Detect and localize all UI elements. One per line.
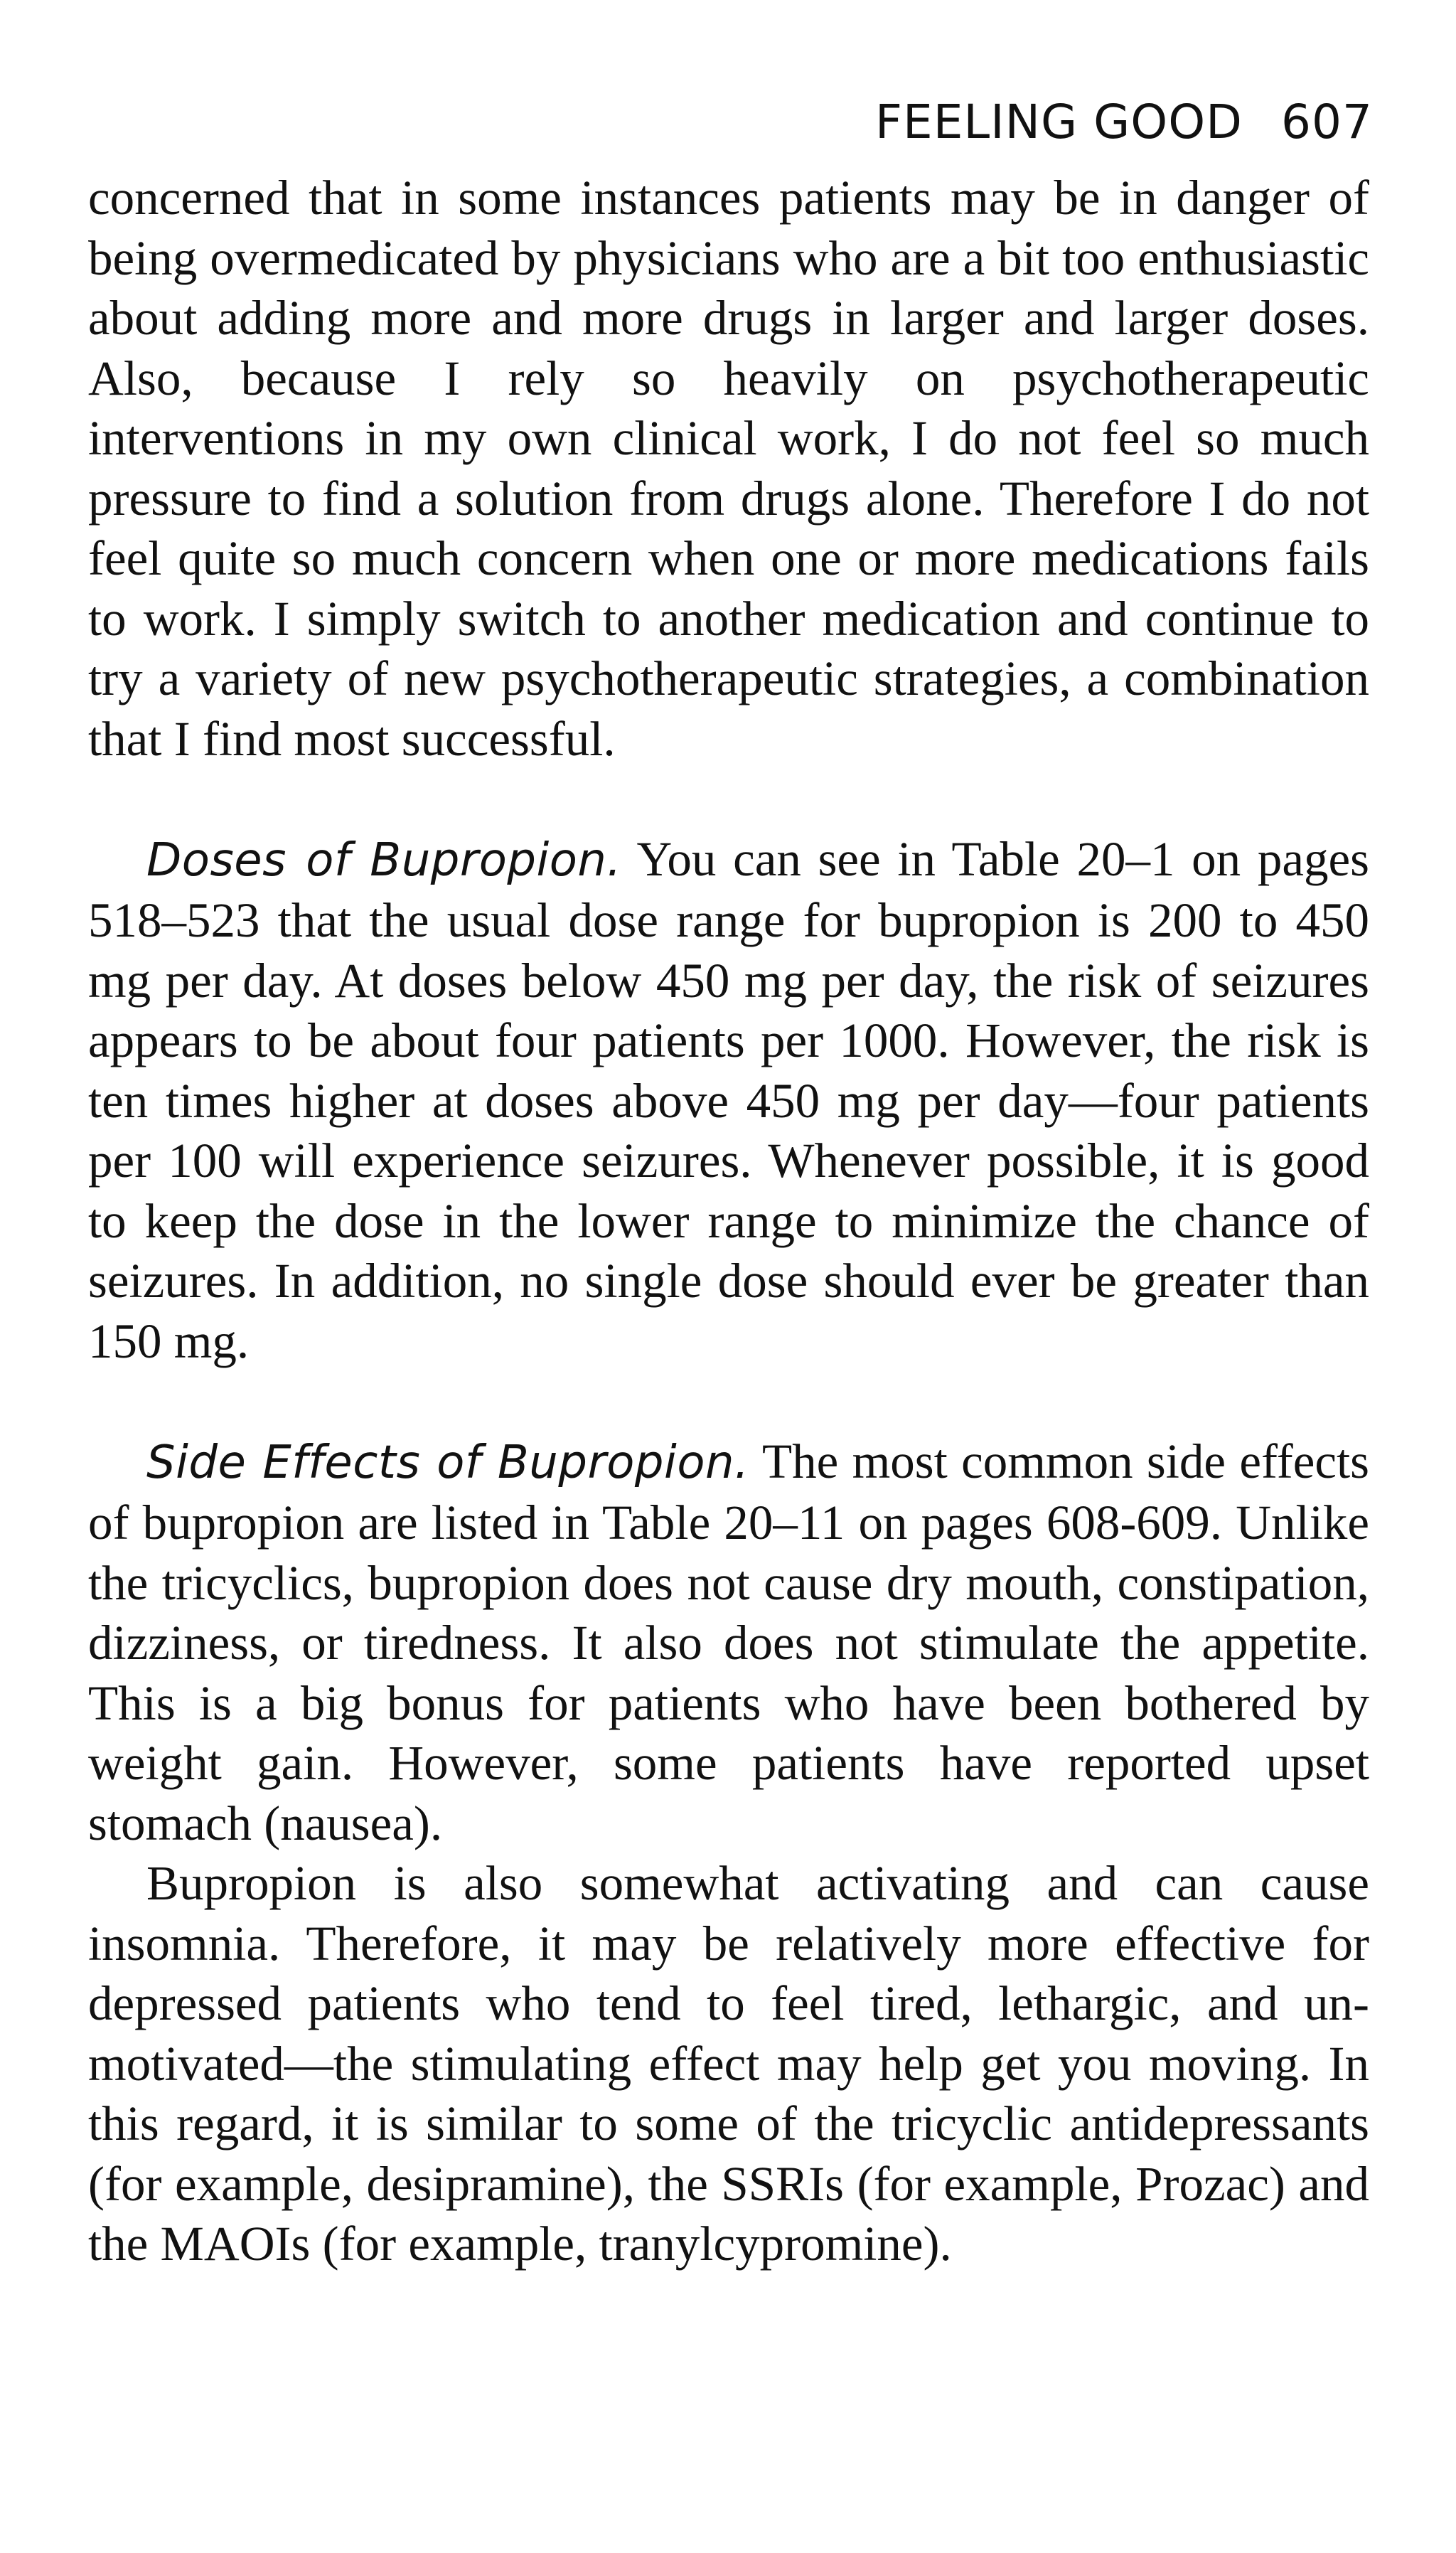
run-in-heading-side-effects: Side Effects of Bupropion. bbox=[146, 1436, 749, 1489]
body-text bbox=[88, 168, 1369, 2274]
page-number: 607 bbox=[1281, 95, 1373, 149]
paragraph-activating: Bupropion is also somewhat activating and can cause insomnia. Therefore, it may be relatively more effective for depressed patients who tend to feel tired, lethargic, and unmotivated—the stimulating effect may help get you moving. In this regard, it is similar to some of the tricyclic antidepressants (for example, desipramine), the SSRIs (for example, Prozac) and the MAOIs (for example, tranylcypromine). bbox=[88, 1856, 1369, 2271]
running-head-title: FEELING GOOD bbox=[875, 95, 1243, 149]
paragraph-doses bbox=[88, 829, 1369, 1372]
paragraph-side-effects-text: The most common side effects of bupropion are listed in Table 20–11 on pages 608-609. Unlike the tricyclics, bupropion does not cause dry mouth, constipation, dizziness, or tiredness. It also does not stimulate the appetite. This is a big bonus for patients who have been bothered by weight gain. However, some patients have reported upset stomach (nausea). bbox=[88, 1434, 1369, 1850]
paragraph-side-effects bbox=[88, 1432, 1369, 1854]
run-in-heading-doses: Doses of Bupropion. bbox=[146, 833, 622, 887]
running-head bbox=[875, 71, 1373, 149]
paragraph-doses-text: You can see in Table 20–1 on pages 518–523 that the usual dose range for bupropion is 200 to 450 mg per day. At doses below 450 mg per day, the risk of seizures appears to be about four patients per 1000. However, the risk is ten times higher at doses above 450 mg per day—four patients per 100 will experience seizures. Whenever possible, it is good to keep the dose in the lower range to minimize the chance of seizures. In addition, no single dose should ever be greater than 150 mg. bbox=[88, 831, 1369, 1368]
paragraph-overmedication: concerned that in some instances patients may be in danger of being overmedicated by physicians who are a bit too enthusiastic about adding more and more drugs in larger and larger doses. Also, because I rely so heavily on psychotherapeutic interventions in my own clinical work, I do not feel so much pressure to find a solution from drugs alone. Therefore I do not feel quite so much concern when one or more medications fails to work. I simply switch to another medication and continue to try a variety of new psychotherapeutic strategies, a combination that I find most successful. bbox=[88, 171, 1369, 766]
